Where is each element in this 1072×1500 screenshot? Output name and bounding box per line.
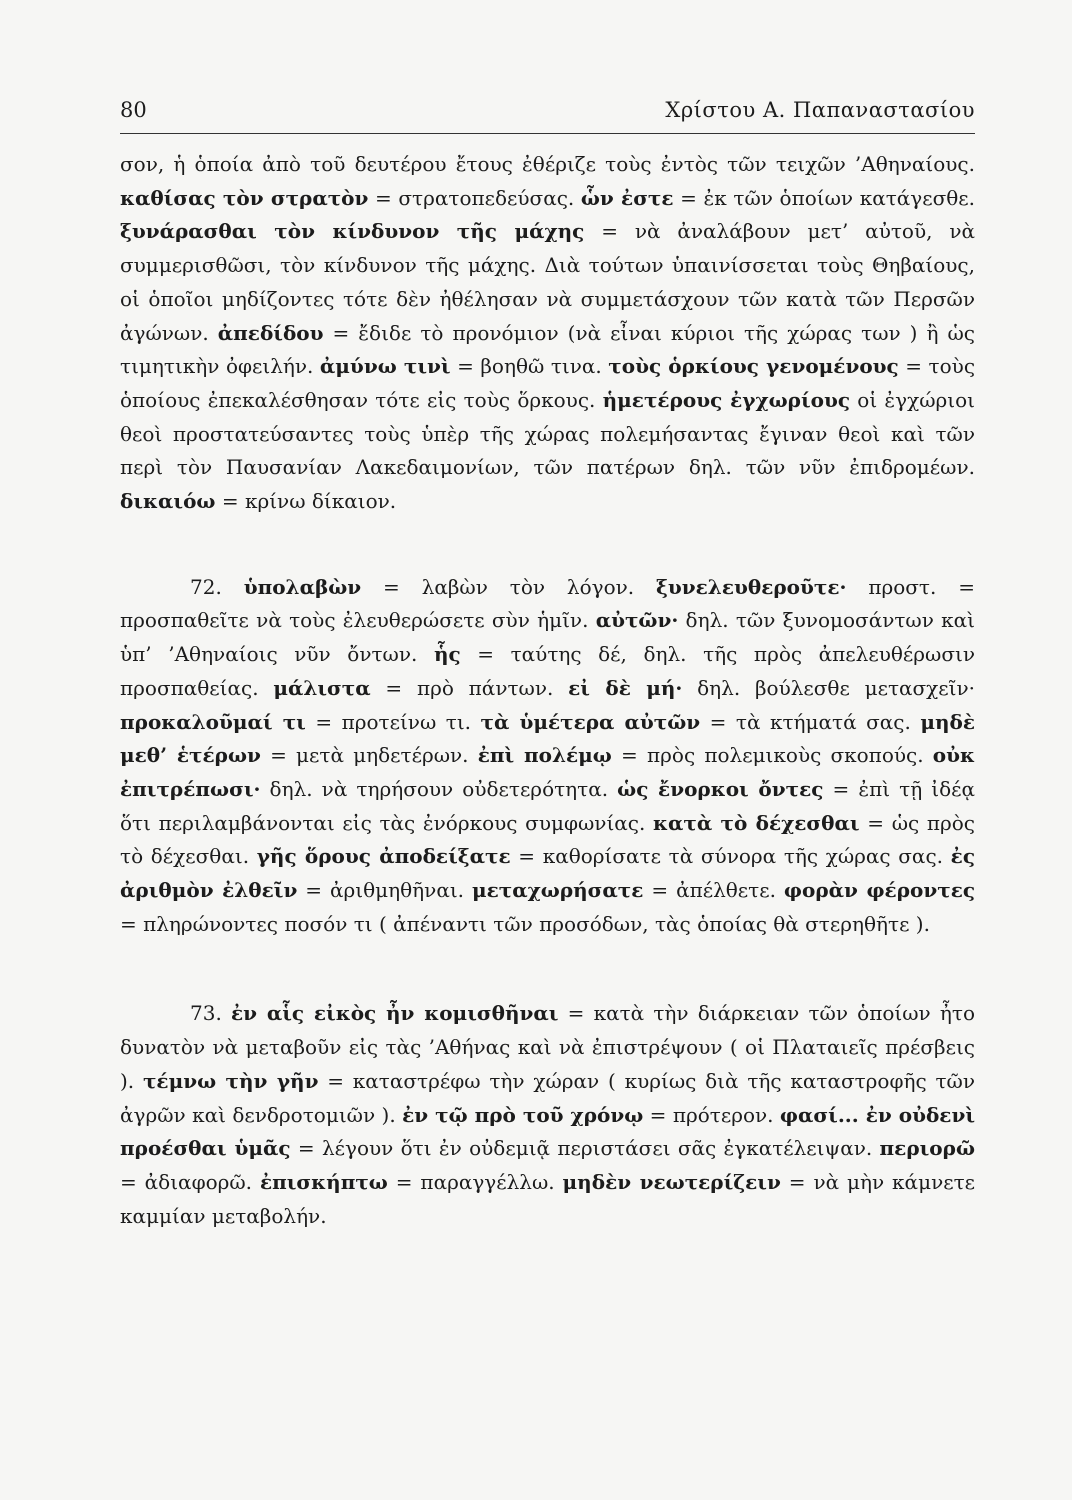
glossary-term: αὐτῶν· — [595, 608, 679, 633]
glossary-term: ξυνελευθεροῦτε· — [656, 574, 847, 599]
gloss-text: = ἀδιαφορῶ. — [120, 1169, 260, 1194]
gloss-text: = προτείνω τι. — [305, 709, 481, 734]
glossary-term: δικαιόω — [120, 489, 216, 514]
gloss-text: = πρότερον. — [643, 1102, 780, 1127]
gloss-text: δηλ. νὰ τηρήσουν οὐδετερότητα. — [260, 776, 618, 801]
paragraph-73 — [120, 997, 975, 1233]
glossary-term: ἐπὶ πολέμῳ — [477, 743, 612, 768]
running-head: Χρίστου Α. Παπαναστασίου — [665, 98, 975, 122]
gloss-text: = ἐκ τῶν ὁποίων κατάγεσθε. — [673, 185, 976, 210]
paragraph-continued — [120, 148, 975, 519]
gloss-text: = τὰ κτήματά σας. — [700, 709, 921, 734]
glossary-term: κατὰ τὸ δέχεσθαι — [653, 810, 860, 835]
glossary-term: καθίσας τὸν στρατὸν — [120, 185, 369, 210]
glossary-term: ὧν ἐστε — [580, 185, 674, 210]
paragraph-gap — [120, 519, 975, 571]
header-rule — [120, 133, 975, 134]
glossary-term: εἰ δὲ μή· — [568, 675, 683, 700]
glossary-term: ἐν τῷ πρὸ τοῦ χρόνῳ — [402, 1102, 644, 1127]
glossary-term: ἀμύνω τινὶ — [319, 354, 451, 379]
paragraph-gap — [120, 941, 975, 997]
glossary-term: προκαλοῦμαί τι — [120, 709, 306, 734]
glossary-term: ἐν αἷς εἰκὸς ἦν κομισθῆναι — [231, 1001, 559, 1026]
gloss-text: = καθορίσατε τὰ σύνορα τῆς χώρας σας. — [510, 844, 951, 869]
paragraph-72 — [120, 571, 975, 942]
gloss-text: δηλ. βούλεσθε μετασχεῖν· — [682, 675, 976, 700]
gloss-text: δηλ. τῶν ξυνομοσάντων καὶ ὑπ’ ’Αθηναίοις νῦν ὄντων. — [120, 608, 975, 667]
page-header — [120, 90, 975, 130]
gloss-text: προστ. = προσπαθεῖτε νὰ τοὺς ἐλευθερώσετε σὺν ἡμῖν. — [120, 574, 975, 633]
gloss-text: = ὡς πρὸς τὸ δέχεσθαι. — [120, 810, 976, 869]
gloss-text: σον, ἡ ὁποία ἀπὸ τοῦ δευτέρου ἔτους ἐθέριζε τοὺς ἐντὸς τῶν τειχῶν ’Αθηναίους. — [120, 152, 975, 176]
gloss-text: = ἀριθμηθῆναι. — [297, 878, 472, 903]
gloss-text: = πρὸς πολεμικοὺς σκοπούς. — [611, 743, 933, 768]
glossary-term: γῆς ὅρους ἀποδείξατε — [256, 844, 511, 869]
gloss-text: = ταύτης δέ, δηλ. τῆς πρὸς ἀπελευθέρωσιν προσπαθείας. — [120, 642, 975, 700]
gloss-text: = μετὰ μηδετέρων. — [260, 743, 478, 768]
gloss-text: 73. — [190, 1001, 231, 1026]
glossary-term: ἧς — [433, 642, 461, 667]
gloss-text: = πληρώνοντες ποσόν τι ( ἀπέναντι τῶν προσόδων, τὰς ὁποίας θὰ στερηθῆτε ). — [120, 911, 930, 936]
glossary-term: ἐπισκήπτω — [259, 1169, 388, 1194]
glossary-term: ἀπεδίδου — [217, 320, 324, 345]
glossary-term: μάλιστα — [273, 675, 371, 700]
glossary-term: μηδὲ μεθ’ ἑτέρων — [120, 709, 975, 768]
gloss-text: 72. — [190, 574, 244, 599]
glossary-term: φασί... ἐν οὐδενὶ προέσθαι ὑμᾶς — [120, 1102, 976, 1161]
glossary-term: τέμνω τὴν γῆν — [142, 1068, 319, 1093]
glossary-term: ὑπολαβὼν — [243, 574, 362, 599]
gloss-text: = καταστρέφω τὴν χώραν ( κυρίως διὰ τῆς καταστροφῆς τῶν ἀγρῶν καὶ δενδροτομιῶν ). — [120, 1068, 975, 1127]
glossary-term: οὐκ ἐπιτρέπωσι· — [120, 743, 975, 801]
gloss-text: = νὰ ἀναλάβουν μετ’ αὐτοῦ, νὰ συμμερισθῶσι, τὸν κίνδυνον τῆς μάχης. Διὰ τούτων ὑπαινίσσεται τοὺς Θηβαίους, οἱ ὁποῖοι μηδίζοντες τότε δὲν ἠθέλησαν νὰ συμμετάσχουν τῶν κατὰ τῶν Περσῶν ἀγώνων. — [120, 219, 976, 345]
glossary-term: περιορῶ — [879, 1136, 975, 1161]
gloss-text: = πρὸ πάντων. — [370, 675, 569, 700]
gloss-text: = τοὺς ὁποίους ἐπεκαλέσθησαν τότε εἰς τοὺς ὅρκους. — [120, 354, 976, 412]
glossary-term: τὰ ὑμέτερα αὐτῶν — [480, 709, 701, 734]
gloss-text: = νὰ μὴν κάμνετε καμμίαν μεταβολήν. — [120, 1169, 976, 1228]
glossary-term: ὡς ἔνορκοι ὄντες — [617, 776, 824, 801]
gloss-text: = παραγγέλλω. — [387, 1169, 563, 1194]
gloss-text: = στρατοπεδεύσας. — [368, 185, 581, 210]
gloss-text: = βοηθῶ τινα. — [450, 354, 609, 379]
page-number: 80 — [120, 98, 147, 122]
gloss-text: = λαβὼν τὸν λόγον. — [361, 574, 657, 599]
glossary-term: μηδὲν νεωτερίζειν — [562, 1169, 781, 1194]
glossary-term: φορὰν φέροντες — [783, 878, 976, 903]
gloss-text: = κρίνω δίκαιον. — [215, 489, 397, 514]
gloss-text: = ἐπὶ τῇ ἰδέᾳ ὅτι περιλαμβάνονται εἰς τὰς ἐνόρκους συμφωνίας. — [120, 776, 976, 835]
gloss-text: οἱ ἐγχώριοι θεοὶ προστατεύσαντες τοὺς ὑπὲρ τῆς χώρας πολεμήσαντας ἔγιναν θεοὶ καὶ τῶν περὶ τὸν Παυσανίαν Λακεδαιμονίων, τῶν πατέρων δηλ. τῶν νῦν ἐπιδρομέων. — [120, 387, 975, 480]
glossary-term: ἡμετέρους ἐγχωρίους — [602, 387, 851, 412]
glossary-term: τοὺς ὁρκίους γενομένους — [608, 354, 899, 379]
gloss-text: = ἔδιδε τὸ προνόμιον (νὰ εἶναι κύριοι τῆς χώρας των ) ἢ ὡς τιμητικὴν ὀφειλήν. — [120, 320, 975, 379]
body-text — [120, 148, 975, 1233]
glossary-term: μεταχωρήσατε — [471, 878, 644, 903]
glossary-term: ἐς ἀριθμὸν ἐλθεῖν — [120, 844, 976, 903]
gloss-text: = λέγουν ὅτι ἐν οὐδεμιᾷ περιστάσει σᾶς ἐγκατέλειψαν. — [290, 1136, 880, 1161]
glossary-term: ξυνάρασθαι τὸν κίνδυνον τῆς μάχης — [120, 219, 585, 244]
gloss-text: = κατὰ τὴν διάρκειαν τῶν ὁποίων ἦτο δυνατὸν νὰ μεταβοῦν εἰς τὰς ’Αθήνας καὶ νὰ ἐπιστρέψουν ( οἱ Πλαταιεῖς πρέσβεις ). — [120, 1001, 975, 1093]
gloss-text: = ἀπέλθετε. — [643, 878, 784, 903]
